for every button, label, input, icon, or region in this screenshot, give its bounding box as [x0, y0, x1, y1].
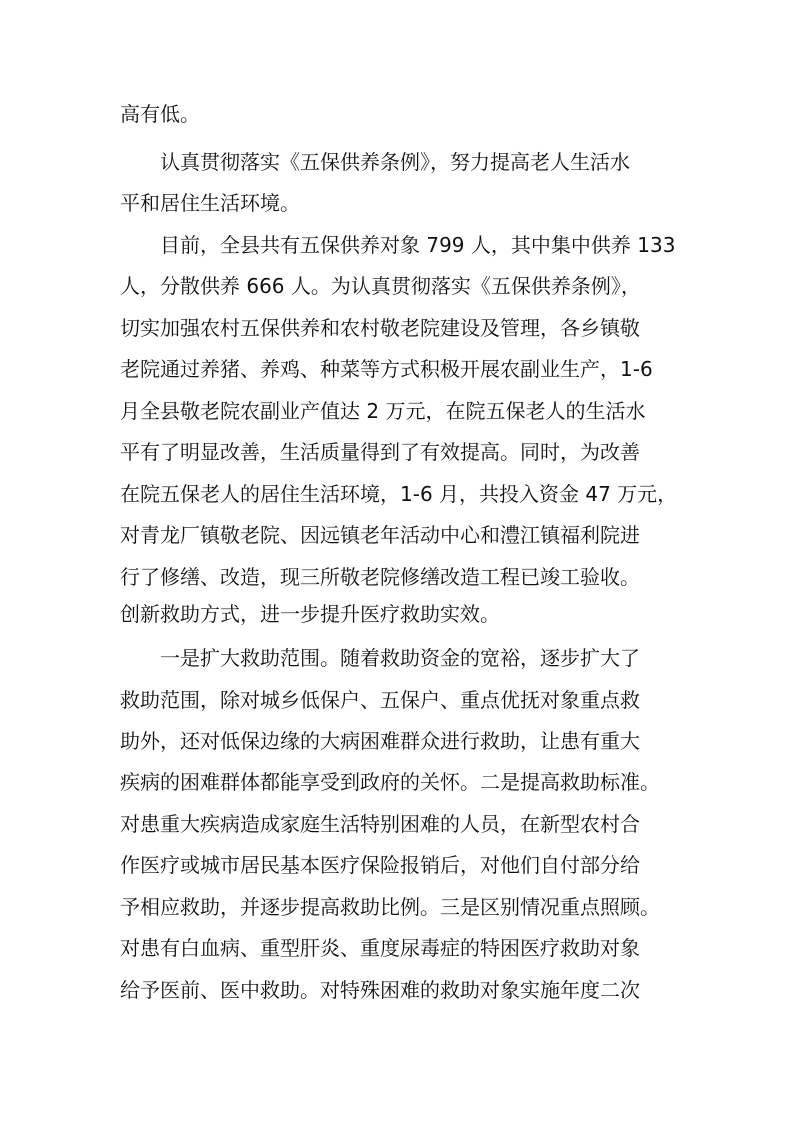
text-line: 切实加强农村五保供养和农村敬老院建设及管理，各乡镇敬: [120, 316, 640, 340]
text-line: 认真贯彻落实《五保供养条例》，努力提高老人生活水: [160, 150, 630, 174]
text-line: 救助范围，除对城乡低保户、五保户、重点优抚对象重点救: [120, 688, 640, 712]
text-line: 一是扩大救助范围。随着救助资金的宽裕，逐步扩大了: [160, 646, 640, 670]
text-line: 平和居住生活环境。: [120, 191, 300, 215]
text-line: 人，分散供养 666 人。为认真贯彻落实《五保供养条例》，: [120, 274, 641, 298]
text-line: 对患重大疾病造成家庭生活特别困难的人员，在新型农村合: [120, 812, 640, 836]
text-line: 作医疗或城市居民基本医疗保险报销后，对他们自付部分给: [120, 853, 640, 877]
text-line: 月全县敬老院农副业产值达 2 万元，在院五保老人的生活水: [120, 399, 646, 423]
text-line: 疾病的困难群体都能享受到政府的关怀。二是提高救助标准。: [120, 770, 660, 794]
text-line: 创新救助方式，进一步提升医疗救助实效。: [120, 602, 500, 626]
text-line: 在院五保老人的居住生活环境，1-6 月，共投入资金 47 万元，: [120, 482, 678, 506]
text-line: 予相应救助，并逐步提高救助比例。三是区别情况重点照顾。: [120, 895, 660, 919]
text-line: 对患有白血病、重型肝炎、重度尿毒症的特困医疗救助对象: [120, 936, 640, 960]
text-line: 老院通过养猪、养鸡、种菜等方式积极开展农副业生产，1-6: [120, 357, 653, 381]
text-line: 平有了明显改善，生活质量得到了有效提高。同时，为改善: [120, 440, 640, 464]
text-line: 对青龙厂镇敬老院、因远镇老年活动中心和澧江镇福利院进: [120, 523, 640, 547]
text-line: 目前，全县共有五保供养对象 799 人，其中集中供养 133: [160, 233, 676, 257]
text-line: 助外，还对低保边缘的大病困难群众进行救助，让患有重大: [120, 729, 640, 753]
text-line: 给予医前、医中救助。对特殊困难的救助对象实施年度二次: [120, 978, 640, 1002]
text-line: 行了修缮、改造，现三所敬老院修缮改造工程已竣工验收。: [120, 565, 640, 589]
text-line: 高有低。: [120, 102, 200, 126]
